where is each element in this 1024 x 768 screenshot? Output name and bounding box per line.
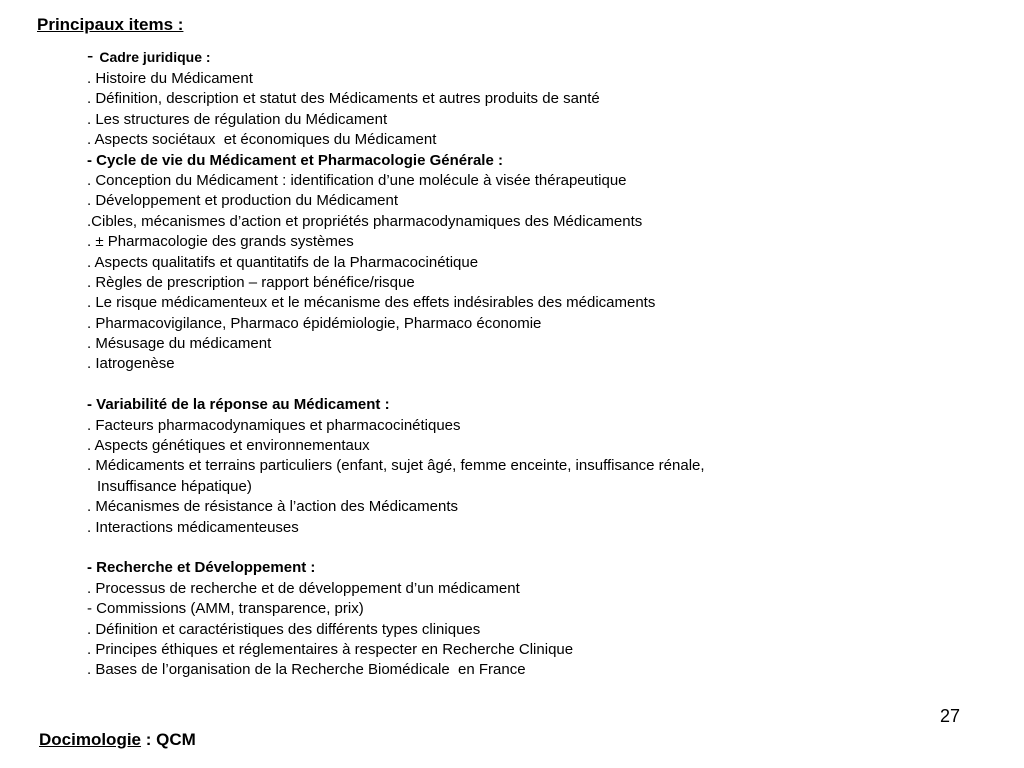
list-item: . Les structures de régulation du Médicament	[87, 110, 388, 128]
footer-value: : QCM	[141, 730, 196, 749]
section-title-variabilite: - Variabilité de la réponse au Médicament :	[87, 396, 390, 414]
list-item: . Processus de recherche et de développement d’un médicament	[87, 579, 520, 597]
section-title-cycle-de-vie: - Cycle de vie du Médicament et Pharmacologie Générale :	[87, 151, 503, 169]
list-item: - Commissions (AMM, transparence, prix)	[87, 600, 364, 618]
list-item: .Cibles, mécanismes d’action et propriétés pharmacodynamiques des Médicaments	[87, 212, 643, 230]
list-item: . Interactions médicamenteuses	[87, 518, 299, 536]
footer-label: Docimologie	[39, 730, 142, 749]
list-item: . Définition, description et statut des Médicaments et autres produits de santé	[87, 90, 600, 108]
list-item: . Histoire du Médicament	[87, 70, 253, 87]
page-number: 27	[940, 706, 961, 726]
section-label: Cadre juridique :	[99, 49, 211, 65]
list-item: . Pharmacovigilance, Pharmaco épidémiologie, Pharmaco économie	[87, 314, 542, 332]
spacer	[87, 538, 847, 558]
list-item: . Aspects génétiques et environnementaux	[87, 437, 370, 455]
footer-docimologie	[39, 730, 196, 750]
section-title-cadre-juridique	[87, 45, 847, 69]
section-dash: -	[87, 46, 94, 67]
list-item: . Le risque médicamenteux et le mécanisme des effets indésirables des médicaments	[87, 294, 656, 312]
section-title-recherche: - Recherche et Développement :	[87, 559, 316, 577]
list-item: . Principes éthiques et réglementaires à respecter en Recherche Clinique	[87, 640, 574, 658]
list-item: . ± Pharmacologie des grands systèmes	[87, 233, 354, 251]
item-list	[87, 45, 847, 681]
list-item: . Iatrogenèse	[87, 355, 175, 373]
list-item: . Bases de l’organisation de la Recherche Biomédicale en France	[87, 661, 526, 679]
list-item: . Définition et caractéristiques des différents types cliniques	[87, 620, 481, 638]
page-heading: Principaux items :	[37, 15, 184, 34]
list-item: . Règles de prescription – rapport bénéfice/risque	[87, 273, 415, 291]
list-item: . Développement et production du Médicament	[87, 192, 399, 210]
list-item: . Mécanismes de résistance à l’action des Médicaments	[87, 498, 459, 516]
spacer	[87, 375, 847, 395]
list-item: . Facteurs pharmacodynamiques et pharmacocinétiques	[87, 416, 461, 434]
list-item: . Conception du Médicament : identification d’une molécule à visée thérapeutique	[87, 171, 627, 189]
list-item-continuation: Insuffisance hépatique)	[97, 477, 252, 495]
list-item: . Mésusage du médicament	[87, 335, 272, 353]
list-item: . Aspects sociétaux et économiques du Médicament	[87, 131, 437, 149]
list-item: . Aspects qualitatifs et quantitatifs de la Pharmacocinétique	[87, 253, 479, 271]
list-item: . Médicaments et terrains particuliers (enfant, sujet âgé, femme enceinte, insuffisance rénale,	[87, 457, 705, 475]
